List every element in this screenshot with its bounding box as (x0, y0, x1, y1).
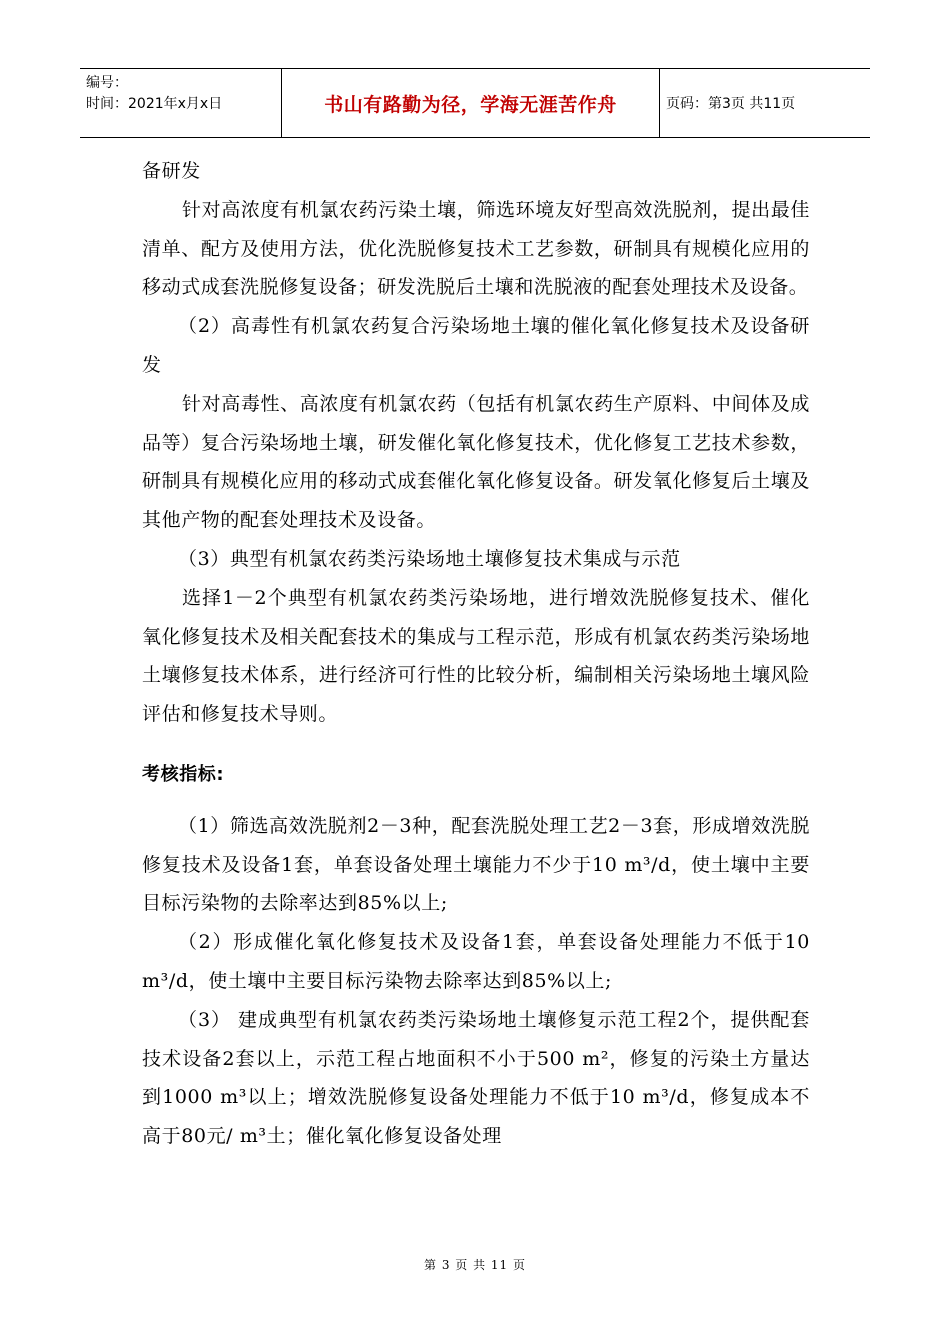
indicator-item: （2）形成催化氧化修复技术及设备1套，单套设备处理能力不低于10 m³/d，使土壤中主要目标污染物去除率达到85%以上; (142, 931, 810, 992)
header-meta (80, 69, 282, 137)
indicator-item: （1）筛选高效洗脱剂2－3种，配套洗脱处理工艺2－3套，形成增效洗脱修复技术及设备1套，单套设备处理土壤能力不少于10 m³/d，使土壤中主要目标污染物的去除率达到85%以上; (142, 814, 810, 915)
body-paragraph: 备研发 (142, 160, 201, 182)
body-paragraph: 针对高毒性、高浓度有机氯农药（包括有机氯农药生产原料、中间体及成品等）复合污染场地土壤，研发催化氧化修复技术，优化修复工艺技术参数，研制具有规模化应用的移动式成套催化氧化修复设备。研发氧化修复后土壤及其他产物的配套处理技术及设备。 (142, 392, 810, 532)
paragraph-spacer (142, 734, 810, 756)
header-motto: 书山有路勤为径，学海无涯苦作舟 (282, 69, 660, 137)
document-number-label: 编号： (86, 75, 128, 91)
section-subheading: （2）高毒性有机氯农药复合污染场地土壤的催化氧化修复技术及设备研发 (142, 315, 810, 376)
indicator-item: （3） 建成典型有机氯农药类污染场地土壤修复示范工程2个，提供配套技术设备2套以上，示范工程占地面积不小于500 m²，修复的污染土方量达到1000 m³以上；增效洗脱修复设备处理能力不低于10 m³/d，修复成本不高于80元/ m³土；催化氧化修复设备处理 (142, 1008, 810, 1148)
document-body (142, 152, 810, 1156)
body-paragraph: 选择1－2个典型有机氯农药类污染场地，进行增效洗脱修复技术、催化氧化修复技术及相关配套技术的集成与工程示范，形成有机氯农药类污染场地土壤修复技术体系，进行经济可行性的比较分析，编制相关污染场地土壤风险评估和修复技术导则。 (142, 586, 810, 726)
document-time-label: 时间：2021年x月x日 (86, 96, 223, 112)
assessment-heading: 考核指标: (142, 763, 225, 785)
heading-spacer (142, 795, 810, 807)
body-paragraph: 针对高浓度有机氯农药污染土壤，筛选环境友好型高效洗脱剂，提出最佳清单、配方及使用方法，优化洗脱修复技术工艺参数，研制具有规模化应用的移动式成套洗脱修复设备；研发洗脱后土壤和洗脱液的配套处理技术及设备。 (142, 198, 810, 299)
page-header (80, 68, 870, 138)
section-subheading: （3）典型有机氯农药类污染场地土壤修复技术集成与示范 (178, 547, 681, 570)
header-page-info: 页码：第3页 共11页 (666, 96, 796, 112)
page-footer: 第 3 页 共 11 页 (424, 1258, 526, 1272)
